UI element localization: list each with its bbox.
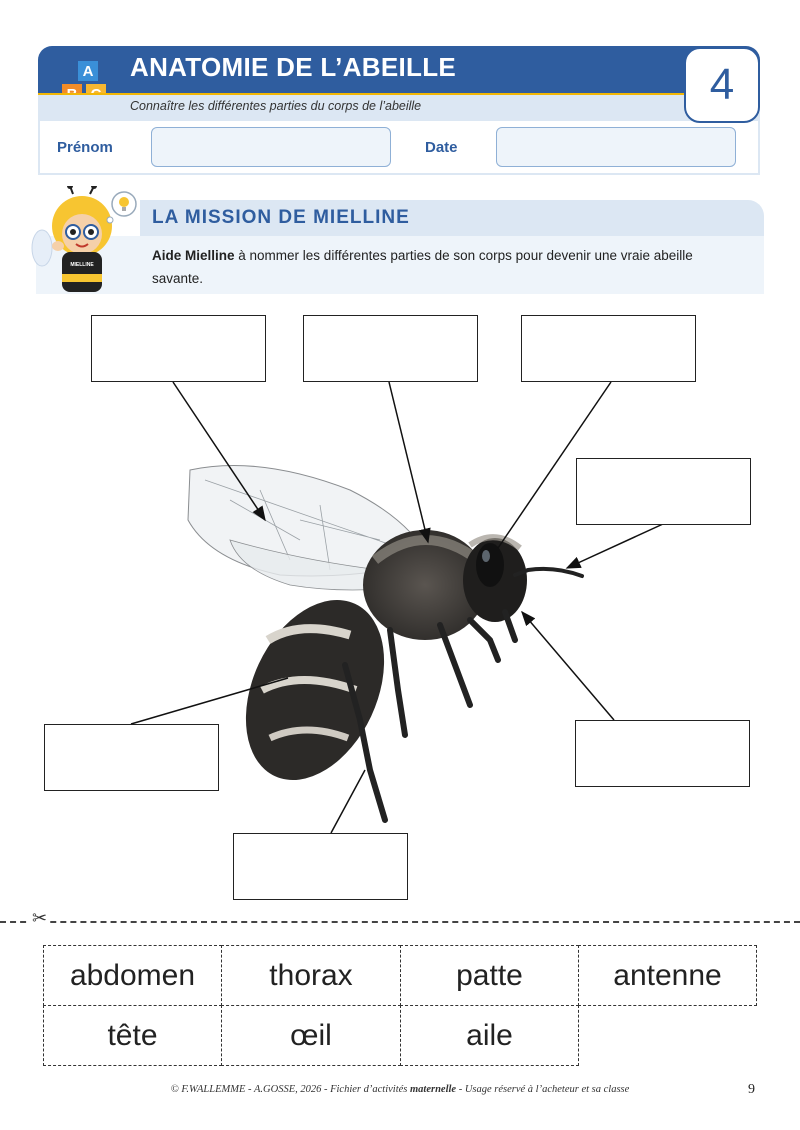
scissors-icon: ✂ <box>32 908 48 928</box>
page-number: 9 <box>748 1082 755 1097</box>
mission-title: LA MISSION DE MIELLINE <box>152 207 410 228</box>
abc-block-a: A <box>78 61 98 81</box>
word-card[interactable]: œil <box>221 1005 401 1066</box>
label-box-thorax[interactable] <box>303 315 478 382</box>
footer-brand: maternelle <box>410 1084 457 1095</box>
word-card[interactable]: thorax <box>221 945 401 1006</box>
footer-suffix: - Usage réservé à l’acheteur et sa classe <box>456 1084 630 1095</box>
label-box-antenna[interactable] <box>576 458 751 525</box>
word-card[interactable]: antenne <box>578 945 757 1006</box>
date-label: Date <box>425 139 458 156</box>
label-box-eye[interactable] <box>575 720 750 787</box>
footer-copyright <box>0 1084 800 1095</box>
first-name-label: Prénom <box>57 139 113 156</box>
label-box-leg[interactable] <box>233 833 408 900</box>
word-card[interactable]: abdomen <box>43 945 222 1006</box>
footer-prefix: © F.WALLEMME - A.GOSSE, 2026 - Fichier d’activités <box>170 1084 410 1095</box>
label-box-abdomen[interactable] <box>44 724 219 791</box>
page-subtitle: Connaître les différentes parties du corps de l’abeille <box>130 99 422 113</box>
label-box-wing[interactable] <box>91 315 266 382</box>
page-title: ANATOMIE DE L’ABEILLE <box>130 52 457 82</box>
label-box-head[interactable] <box>521 315 696 382</box>
word-card[interactable]: tête <box>43 1005 222 1066</box>
mission-text-bold: Aide Mielline <box>152 248 235 263</box>
mascot-shirt-text: MIELLINE <box>70 262 94 268</box>
cut-line <box>0 921 800 923</box>
mission-text-rest: à nommer les différentes parties de son corps pour devenir une vraie abeille savante. <box>152 248 693 286</box>
sheet-number: 4 <box>684 47 760 123</box>
word-card[interactable]: aile <box>400 1005 579 1066</box>
word-card[interactable]: patte <box>400 945 579 1006</box>
